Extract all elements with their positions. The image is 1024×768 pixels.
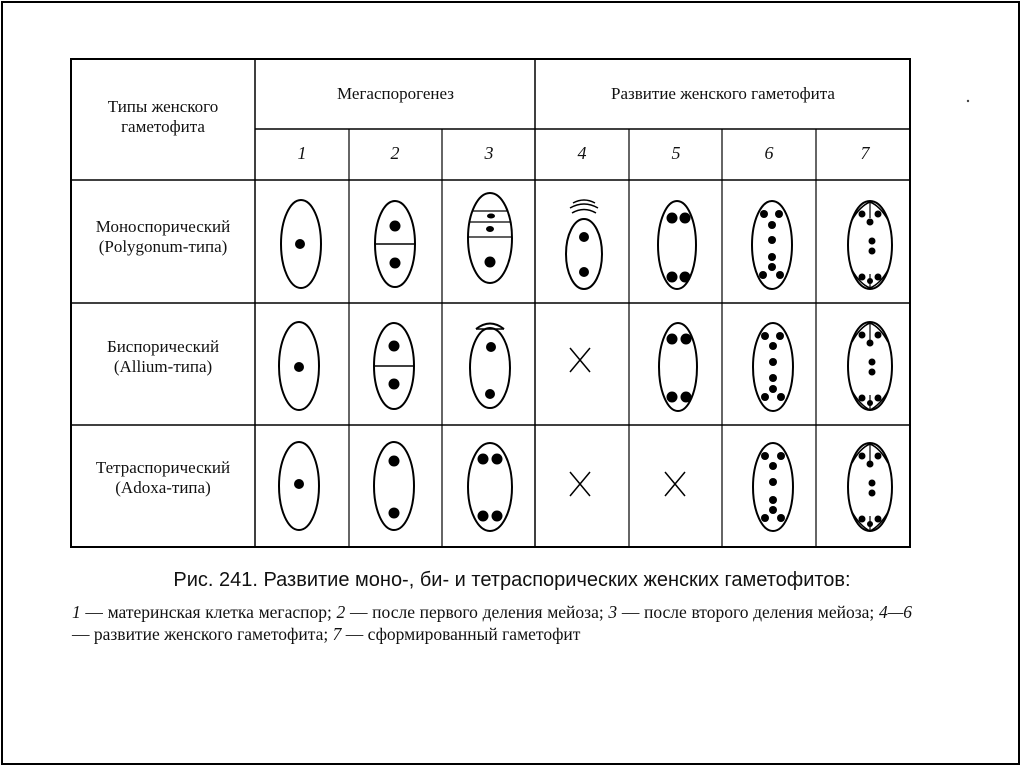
- stage-number: 1: [297, 143, 307, 163]
- embryo-sac-8-nuclei-drawing: [752, 201, 792, 289]
- scan-speck: [966, 99, 970, 103]
- row-label-monosporic: [72, 217, 254, 257]
- corner-header-line-1: Типы женского: [107, 97, 219, 116]
- group-header-gametophyte-development: Развитие женского гаметофита: [611, 84, 835, 103]
- stage-number: 5: [671, 143, 681, 163]
- legend-number: 1: [72, 602, 81, 622]
- row-label-type: (Polygonum-типа): [98, 237, 228, 256]
- figure-caption-legend: [72, 601, 912, 645]
- legend-number: 2: [336, 602, 346, 622]
- stage-number: 3: [484, 143, 494, 163]
- embryo-sac-2-nuclei-drawing: [566, 219, 602, 289]
- row-label-tetrasporic: [72, 458, 254, 498]
- row-label-bisporic: [72, 337, 254, 377]
- group-header-megasporogenesis: Мегаспорогенез: [337, 84, 454, 103]
- legend-text: — сформированный гаметофит: [341, 624, 581, 644]
- legend-number: 3: [608, 602, 618, 622]
- legend-text: — после второго деления мейоза;: [617, 602, 879, 622]
- tetrad-drawing: [468, 193, 512, 283]
- stage-number: 2: [390, 143, 400, 163]
- stage-number: 7: [860, 143, 870, 163]
- corner-header-line-2: гаметофита: [121, 117, 205, 136]
- corner-header: [72, 97, 254, 137]
- row-label-type: (Allium-типа): [113, 357, 213, 376]
- row-label-name: Биспорический: [106, 337, 220, 356]
- stage-number: 6: [764, 143, 774, 163]
- legend-number: 7: [332, 624, 342, 644]
- row-label-name: Тетраспорический: [95, 458, 231, 477]
- legend-text: — материнская клетка мегаспор;: [80, 602, 337, 622]
- legend-text: — развитие женского гаметофита;: [72, 624, 333, 644]
- stage-number: 4: [577, 143, 587, 163]
- legend-text: — после первого деления мейоза;: [345, 602, 609, 622]
- row-label-name: Моноспорический: [95, 217, 231, 236]
- row-label-type: (Adoxa-типа): [115, 478, 211, 497]
- figure-caption-title: Рис. 241. Развитие моно-, би- и тетраспорических женских гаметофитов:: [173, 569, 851, 591]
- legend-number: 4—6: [878, 602, 913, 622]
